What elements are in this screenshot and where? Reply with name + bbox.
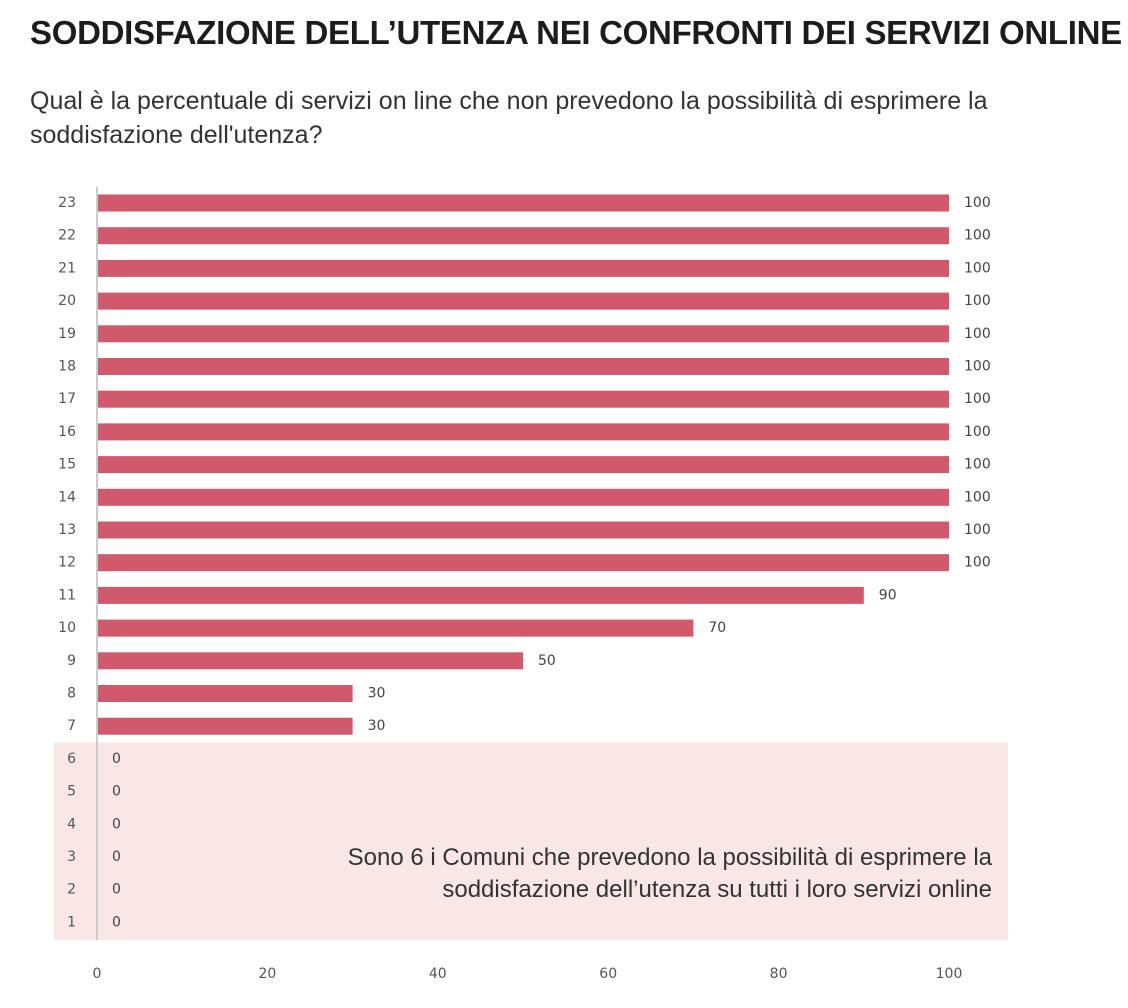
bar [98,522,949,539]
bar [98,293,949,310]
value-label: 0 [112,849,121,865]
category-label: 5 [67,783,76,800]
bar [98,554,949,571]
value-label: 100 [964,227,991,244]
category-label: 7 [67,718,76,735]
category-label: 1 [67,914,76,931]
bars-layer [98,195,949,735]
bar [98,227,949,244]
value-label: 0 [112,816,121,833]
value-label: 70 [708,620,727,637]
value-label: 0 [112,783,121,800]
bar [98,195,949,212]
category-label: 15 [58,456,76,473]
value-label: 100 [964,195,991,211]
bar [98,358,949,375]
category-label: 6 [67,750,76,767]
category-label: 14 [58,489,76,506]
category-label: 22 [58,227,76,244]
chart-title: SODDISFAZIONE DELL’UTENZA NEI CONFRONTI DEI SERVIZI ONLINE [30,14,1122,51]
bar [98,489,949,506]
bar [98,620,693,637]
category-label: 23 [58,195,76,211]
category-label: 4 [67,816,76,833]
value-label: 100 [964,293,991,310]
category-label: 20 [58,293,76,310]
value-label: 0 [112,914,121,931]
category-label: 3 [67,849,76,865]
x-tick-label: 60 [599,966,618,982]
category-label: 21 [58,260,76,277]
value-label: 50 [538,652,556,669]
bar [98,391,949,408]
value-label: 100 [964,489,991,506]
category-label: 2 [67,881,76,898]
bar [98,325,949,342]
x-tick-label: 20 [258,966,277,982]
value-label: 100 [964,325,991,342]
category-label: 10 [58,620,76,637]
category-label: 9 [67,652,76,669]
bar [98,423,949,440]
category-label: 17 [58,391,76,408]
x-tick-label: 0 [92,966,102,982]
bar [98,260,949,277]
chart-subtitle: Qual è la percentuale di servizi on line che non prevedono la possibilità di esprimere la soddisfazione dell'utenza? [30,87,988,149]
x-tick-label: 100 [935,966,963,982]
category-label: 19 [58,325,76,342]
bar [98,718,353,735]
value-label: 100 [964,554,991,571]
callout-line-2: soddisfazione dell’utenza su tutti i loro servizi online [442,876,992,903]
callout-line-1: Sono 6 i Comuni che prevedono la possibilità di esprimere la [347,844,992,871]
bar [98,587,864,604]
x-tick-label: 80 [769,966,788,982]
callout-note [232,842,992,906]
value-label: 0 [112,881,121,898]
value-label: 100 [964,358,991,375]
bar [98,652,523,669]
x-tick-label: 40 [428,966,447,982]
value-label: 100 [964,423,991,440]
value-label: 90 [878,587,897,604]
category-label: 16 [58,423,76,440]
value-label: 100 [964,260,991,277]
bar [98,685,353,702]
category-label: 13 [58,522,76,538]
category-label: 18 [58,358,76,375]
category-label: 11 [58,587,76,604]
category-label: 8 [67,685,76,702]
value-label: 30 [367,685,386,702]
value-label: 100 [964,456,991,473]
value-label: 100 [964,522,991,538]
value-label: 100 [964,391,991,408]
value-label: 30 [367,718,386,735]
bar [98,456,949,473]
value-label: 0 [112,750,121,767]
category-label: 12 [58,554,76,571]
